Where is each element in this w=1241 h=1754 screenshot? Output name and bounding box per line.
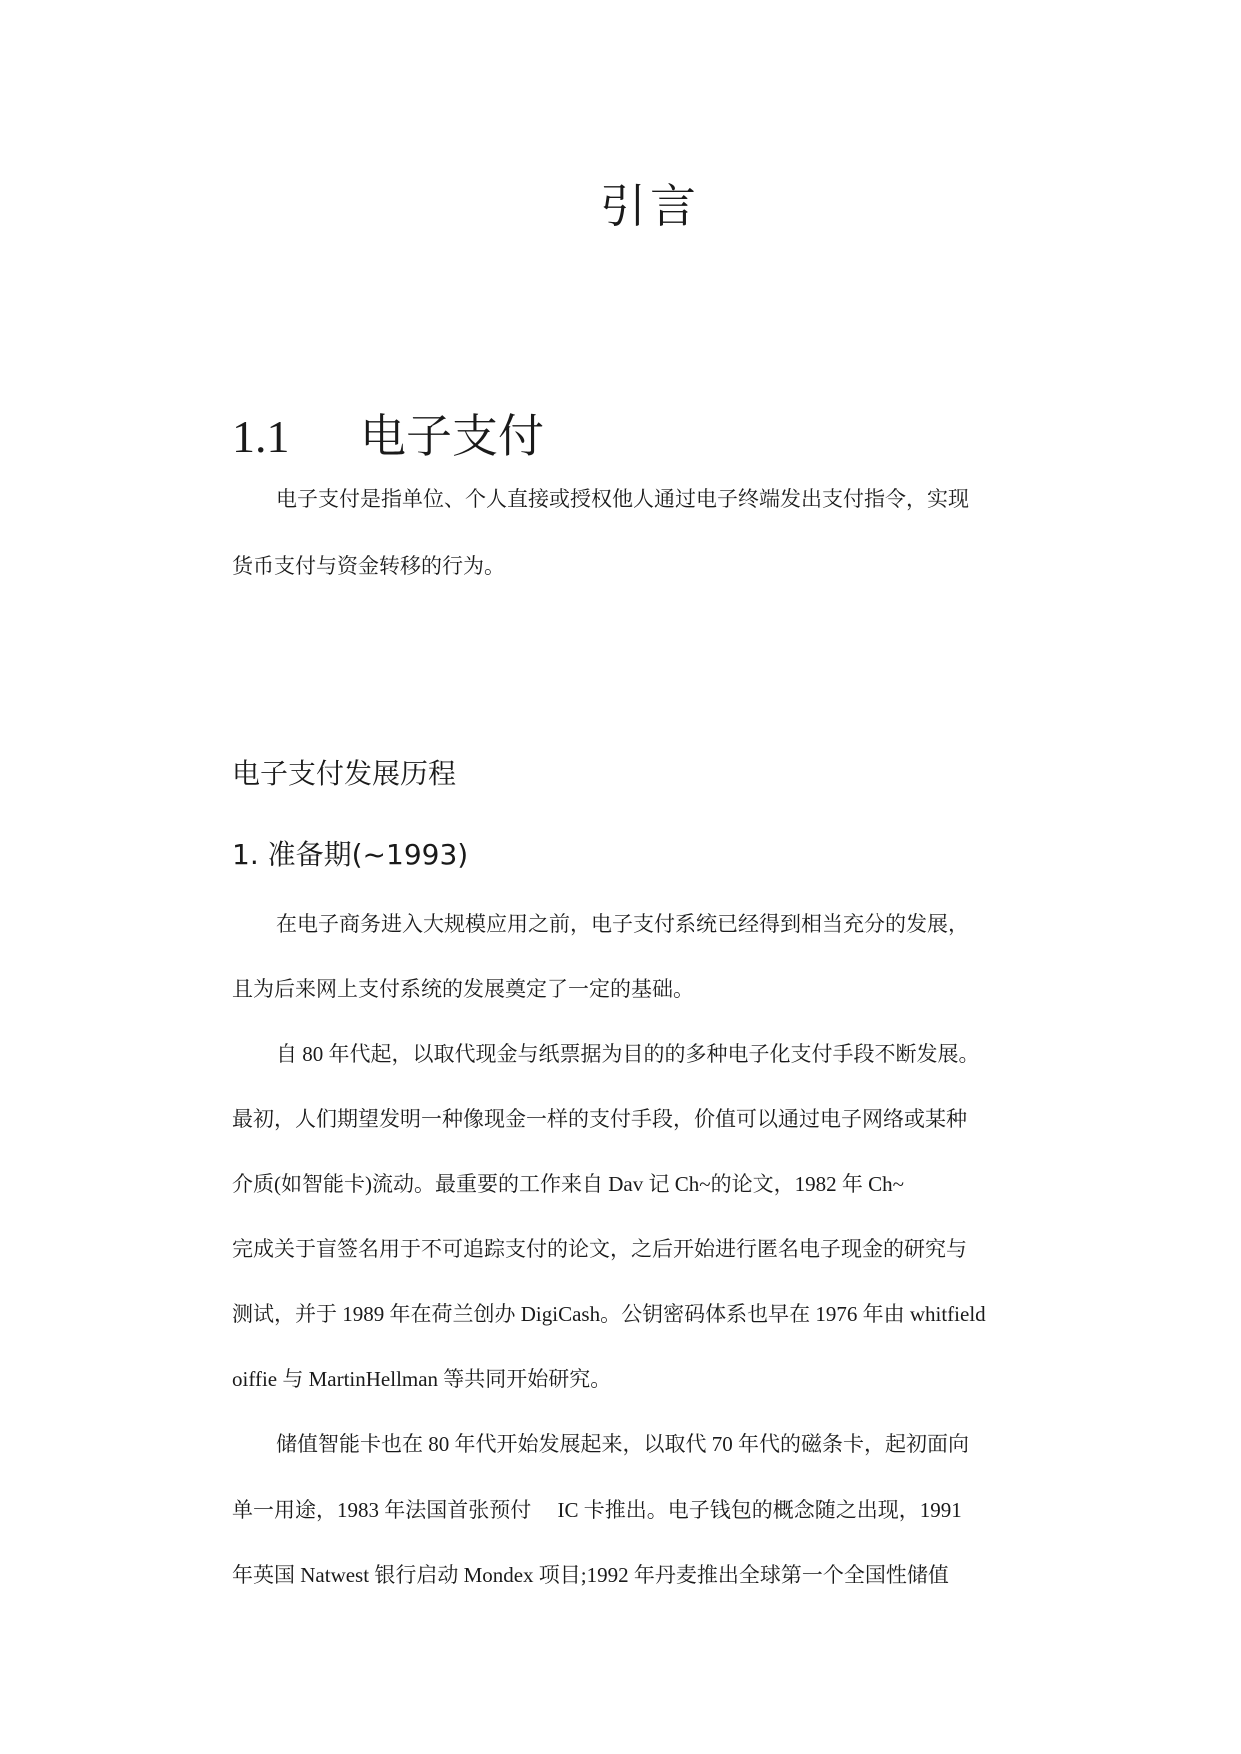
paragraph-line: 单一用途，1983 年法国首张预付 IC 卡推出。电子钱包的概念随之出现，1991 [232,1498,962,1522]
paragraph-line: 储值智能卡也在 80 年代开始发展起来，以取代 70 年代的磁条卡，起初面向 [276,1432,969,1456]
paragraph-line: 在电子商务进入大规模应用之前，电子支付系统已经得到相当充分的发展， [276,912,969,936]
paragraph-line: 年英国 Natwest 银行启动 Mondex 项目;1992 年丹麦推出全球第一个全国性储值 [232,1563,949,1587]
stage-heading: 1. 准备期(~1993) [232,838,469,871]
paragraph-line: 完成关于盲签名用于不可追踪支付的论文，之后开始进行匿名电子现金的研究与 [232,1237,967,1261]
paragraph-line: 自 80 年代起，以取代现金与纸票据为目的的多种电子化支付手段不断发展。 [276,1042,980,1066]
paragraph-line: 测试，并于 1989 年在荷兰创办 DigiCash。公钥密码体系也早在 1976 年由 whitfield [232,1302,986,1326]
paragraph-line: 最初，人们期望发明一种像现金一样的支付手段，价值可以通过电子网络或某种 [232,1107,967,1131]
section-title: 电子支付 [360,409,544,463]
paragraph-line: 且为后来网上支付系统的发展奠定了一定的基础。 [232,977,694,1001]
section-number: 1.1 [232,411,290,462]
paragraph-line: 电子支付是指单位、个人直接或授权他人通过电子终端发出支付指令，实现 [276,487,969,511]
subsection-heading: 电子支付发展历程 [232,757,457,790]
paragraph-line: 介质(如智能卡)流动。最重要的工作来自 Dav 记 Ch~的论文，1982 年 Ch~ [232,1172,904,1196]
paragraph-line: oiffie 与 MartinHellman 等共同开始研究。 [232,1367,612,1391]
paragraph-line: 货币支付与资金转移的行为。 [232,554,505,578]
page-title: 引言 [600,179,700,233]
section-heading [232,400,544,466]
